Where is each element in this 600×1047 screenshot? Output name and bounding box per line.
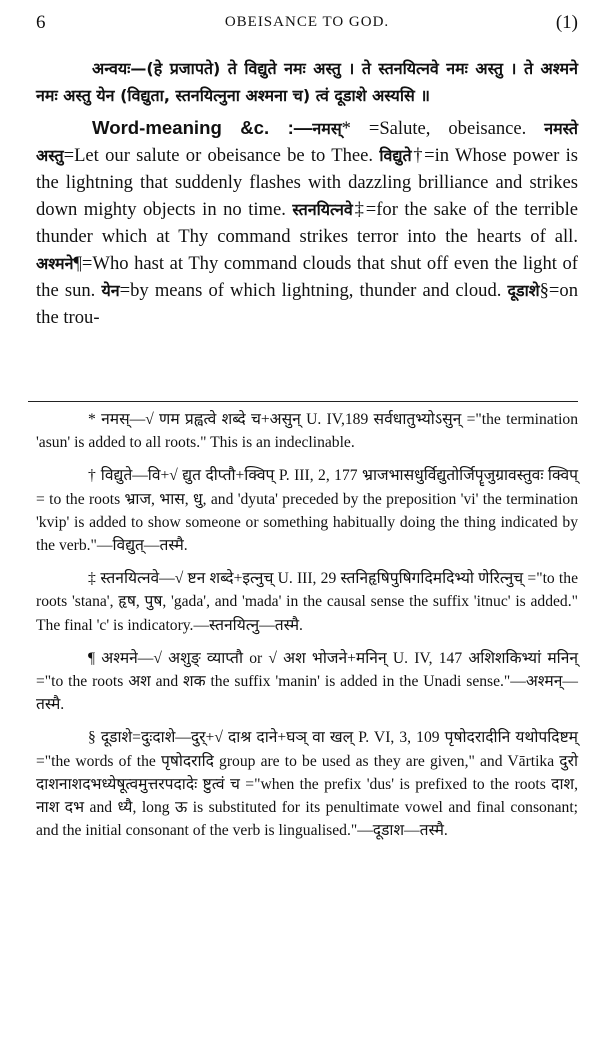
section-number: (1) bbox=[555, 12, 578, 33]
word-meaning-paragraph bbox=[36, 114, 578, 331]
anvaya-text: अन्वयः—(हे प्रजापते) ते विद्युते नमः अस्तु । ते स्तनयित्नवे नमः अस्तु । ते अश्मने नमः अस्तु येन (विद्युता, स्तनयित्नुना अश्मना च) त्वं दूडाशे अस्यसि ॥ bbox=[36, 59, 578, 105]
gloss-yena: =by means of which lightning, thunder and cloud. bbox=[119, 280, 502, 301]
term-namas: नमस् bbox=[312, 119, 342, 138]
term-vidyute: विद्युते bbox=[379, 146, 412, 165]
gloss-namaste-astu: =Let our salute or obeisance be to Thee. bbox=[63, 145, 374, 166]
gloss-stanayitnave: ‡=for the sake of the terrible thunder which at Thy command strikes terror into the hearts of all. bbox=[36, 199, 578, 247]
term-stanayitnave: स्तनयित्नवे bbox=[292, 200, 353, 219]
running-title: OBEISANCE TO GOD. bbox=[224, 14, 390, 30]
gloss-ashmane: ¶=Who hast at Thy command clouds that shut off even the light of the sun. bbox=[36, 253, 578, 301]
footnote-vidyute: † विद्युते—वि+√ द्युत दीप्तौ+क्विप् P. III, 2, 177 भ्राजभासधुर्विद्युतोर्जिपॄजुग्रावस्तुवः क्विप् = to the roots भ्राज, भास, धु, and 'dyuta' preceded by the preposition 'vi' the termination 'kvip' is added to show someone or something habitually doing the thing indicated by the verb."—विद्युत्—तस्मै. bbox=[36, 467, 578, 555]
word-meaning-heading: Word-meaning &c. :— bbox=[92, 117, 313, 138]
gloss-dudashe: §=on the trou- bbox=[36, 280, 578, 328]
footnote-dudashe: § दूडाशे=दुःदाशे—दुर्+√ दाश्र दाने+घञ् वा खल् P. VI, 3, 109 पृषोदरादीनि यथोपदिष्टम् ="the words of the पृषोदरादि group are to be used as they are given," and Vārtika दुरो दाशनाशदभध्येषूत्वमुत्तरपदादेः ष्टुत्वं च ="when the prefix 'dus' is prefixed to the roots दाश, नाश दभ and ध्यै, long ऊ is substituted for its penultimate vowel and final consonant; and the initial consonant of the verb is lingualised."—दूडाश—तस्मै. bbox=[36, 729, 578, 840]
main-text bbox=[36, 55, 578, 331]
footnotes bbox=[36, 408, 578, 852]
page-header bbox=[36, 12, 578, 38]
footnote-namas: * नमस्—√ णम प्रह्वत्वे शब्दे च+असुन् U. IV,189 सर्वधातुभ्योऽसुन् ="the termination 'asun' is added to all roots." This is an indeclinable. bbox=[36, 411, 578, 452]
term-namaste-astu: नमस्ते अस्तु bbox=[36, 119, 578, 165]
footnote-divider bbox=[28, 401, 578, 402]
footnote-ashmane: ¶ अश्मने—√ अशुङ् व्याप्तौ or √ अश भोजने+मनिन् U. IV, 147 अशिशकिभ्यां मनिन् ="to the roots अश and शक the suffix 'manin' is added in the Unadi sense."—अश्मन्—तस्मै. bbox=[36, 649, 578, 714]
term-dudashe: दूडाशे bbox=[507, 281, 540, 300]
gloss-vidyute: †=in Whose power is the lightning that suddenly flashes with dazzling brilliance and strikes down mighty objects in no time. bbox=[36, 145, 578, 220]
page-number: 6 bbox=[36, 12, 46, 33]
anvaya-paragraph bbox=[36, 55, 578, 109]
term-ashmane: अश्मने bbox=[36, 254, 74, 273]
footnote-stanayitnave: ‡ स्तनयित्नवे—√ ष्टन शब्दे+इत्नुच् U. III, 29 स्तनिहृषिपुषिगदिमदिभ्यो णेरित्नुच् ="to the roots 'stana', हृष, पुष, 'gada', and 'mada' in the causal sense the suffix 'itnuc' is added." The final 'c' is indicatory.—स्तनयित्नु—तस्मै. bbox=[36, 570, 578, 634]
term-yena: येन bbox=[101, 281, 120, 300]
gloss-namas: * =Salute, obeisance. bbox=[341, 118, 527, 139]
